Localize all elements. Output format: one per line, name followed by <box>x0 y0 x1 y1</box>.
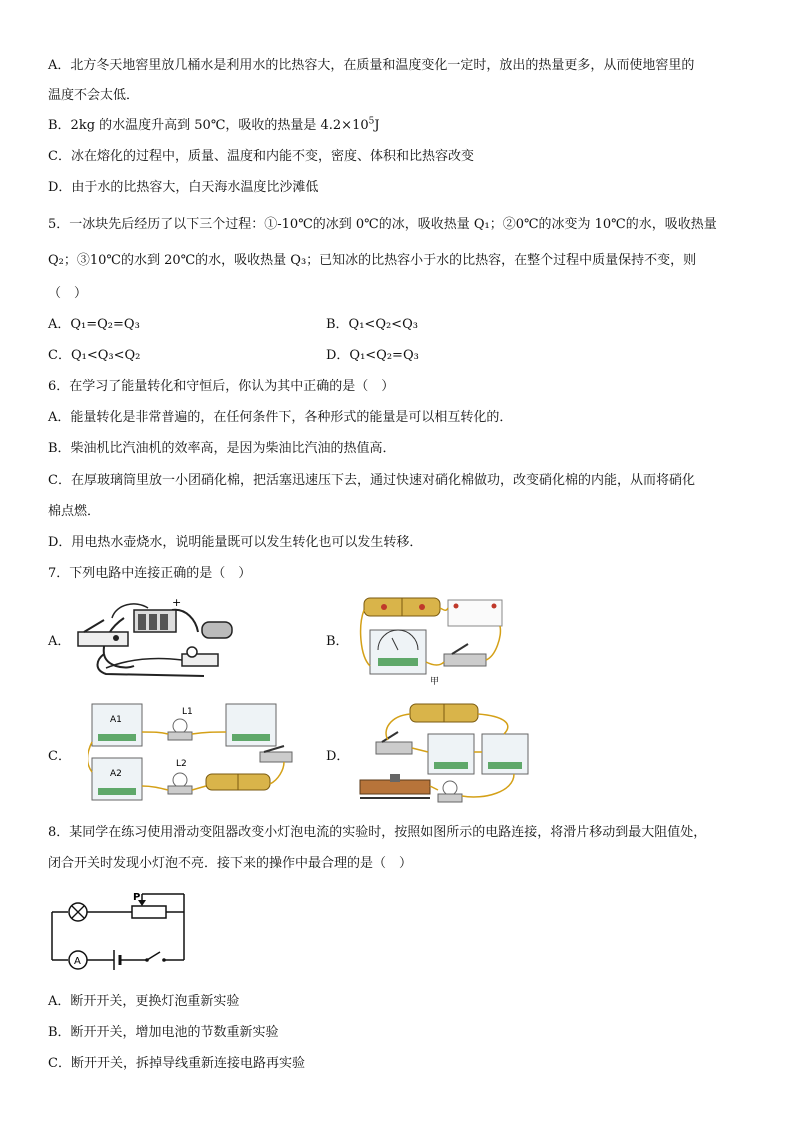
battery-plus-label: + <box>172 596 182 609</box>
circuit-photo-d <box>354 700 534 808</box>
q6-option-a: A．能量转化是非常普遍的，在任何条件下，各种形式的能量是可以相互转化的． <box>48 410 513 425</box>
circuit-schematic <box>46 890 196 978</box>
q4-option-b-unit: J <box>374 118 380 133</box>
q6-option-c-line2: 棉点燃． <box>48 504 101 519</box>
q8-option-c: C．断开开关，拆掉导线重新连接电路再实验 <box>48 1056 305 1071</box>
q4-option-a-line1: A．北方冬天地窖里放几桶水是利用水的比热容大，在质量和温度变化一定时，放出的热量更多，从而使地窖里的 <box>48 58 695 73</box>
q7-option-a-label: A． <box>48 634 71 649</box>
q4-option-b <box>48 118 380 134</box>
q7-figure-a <box>76 596 236 681</box>
q5-stem-line1: 5．一冰块先后经历了以下三个过程：①-10℃的冰到 0℃的冰，吸收热量 Q₁；②0℃的冰变为 10℃的水，吸收热量 <box>48 217 717 232</box>
q4-option-c: C．冰在熔化的过程中，质量、温度和内能不变，密度、体积和比热容改变 <box>48 149 474 164</box>
circuit-sketch-a <box>76 596 236 681</box>
circuit-photo-b <box>356 596 516 686</box>
q8-stem-line1: 8．某同学在练习使用滑动变阻器改变小灯泡电流的实验时，按照如图所示的电路连接，将滑片移动到最大阻值处， <box>48 825 707 840</box>
q8-circuit-diagram <box>46 890 196 978</box>
ammeter-a2-label: A2 <box>110 769 122 779</box>
figure-b-caption: 甲 <box>430 677 440 686</box>
q6-option-d: D．用电热水壶烧水，说明能量既可以发生转化也可以发生转移． <box>48 535 423 550</box>
q7-stem: 7．下列电路中连接正确的是（ ） <box>48 566 252 581</box>
q4-option-d: D．由于水的比热容大，白天海水温度比沙滩低 <box>48 180 319 195</box>
q5-stem-line3: （ ） <box>48 286 88 301</box>
ammeter-a1-label: A1 <box>110 715 122 725</box>
lamp-l2-label: L2 <box>176 759 187 769</box>
q7-option-c-label: C． <box>48 749 71 764</box>
q5-stem-line2: Q₂；③10℃的水到 20℃的水，吸收热量 Q₃；已知冰的比热容小于水的比热容，在整个过程中质量保持不变，则 <box>48 253 697 268</box>
q8-option-a: A．断开开关，更换灯泡重新实验 <box>48 994 240 1009</box>
q6-option-b: B．柴油机比汽油机的效率高，是因为柴油比汽油的热值高． <box>48 441 396 456</box>
lamp-l1-label: L1 <box>182 707 193 717</box>
q8-stem-line2: 闭合开关时发现小灯泡不亮．接下来的操作中最合理的是（ ） <box>48 856 413 871</box>
q5-option-b: B．Q₁<Q₂<Q₃ <box>326 317 418 332</box>
q4-option-b-exponent: 5 <box>368 116 375 127</box>
q7-figure-c <box>88 702 296 810</box>
q7-option-d-label: D． <box>326 749 350 764</box>
q4-option-a-line2: 温度不会太低． <box>48 88 140 103</box>
ammeter-a-label: A <box>74 956 81 967</box>
rheostat-symbol <box>132 906 166 918</box>
q6-stem: 6．在学习了能量转化和守恒后，你认为其中正确的是（ ） <box>48 379 395 394</box>
q7-option-b-label: B． <box>326 634 349 649</box>
q7-figure-d <box>354 700 534 808</box>
slider-p-label: P <box>133 892 141 903</box>
q4-option-b-text: B．2kg 的水温度升高到 50℃，吸收的热量是 4.2×10 <box>48 118 369 133</box>
q5-option-c: C．Q₁<Q₃<Q₂ <box>48 348 141 363</box>
q5-option-a: A．Q₁=Q₂=Q₃ <box>48 317 140 332</box>
circuit-photo-c <box>88 702 296 810</box>
q6-option-c-line1: C．在厚玻璃筒里放一小团硝化棉，把活塞迅速压下去，通过快速对硝化棉做功，改变硝化棉的内能，从而将硝化 <box>48 473 695 488</box>
q7-figure-b <box>356 596 516 686</box>
q5-option-d: D．Q₁<Q₂=Q₃ <box>326 348 419 363</box>
q8-option-b: B．断开开关，增加电池的节数重新实验 <box>48 1025 279 1040</box>
switch-symbol <box>147 952 160 960</box>
